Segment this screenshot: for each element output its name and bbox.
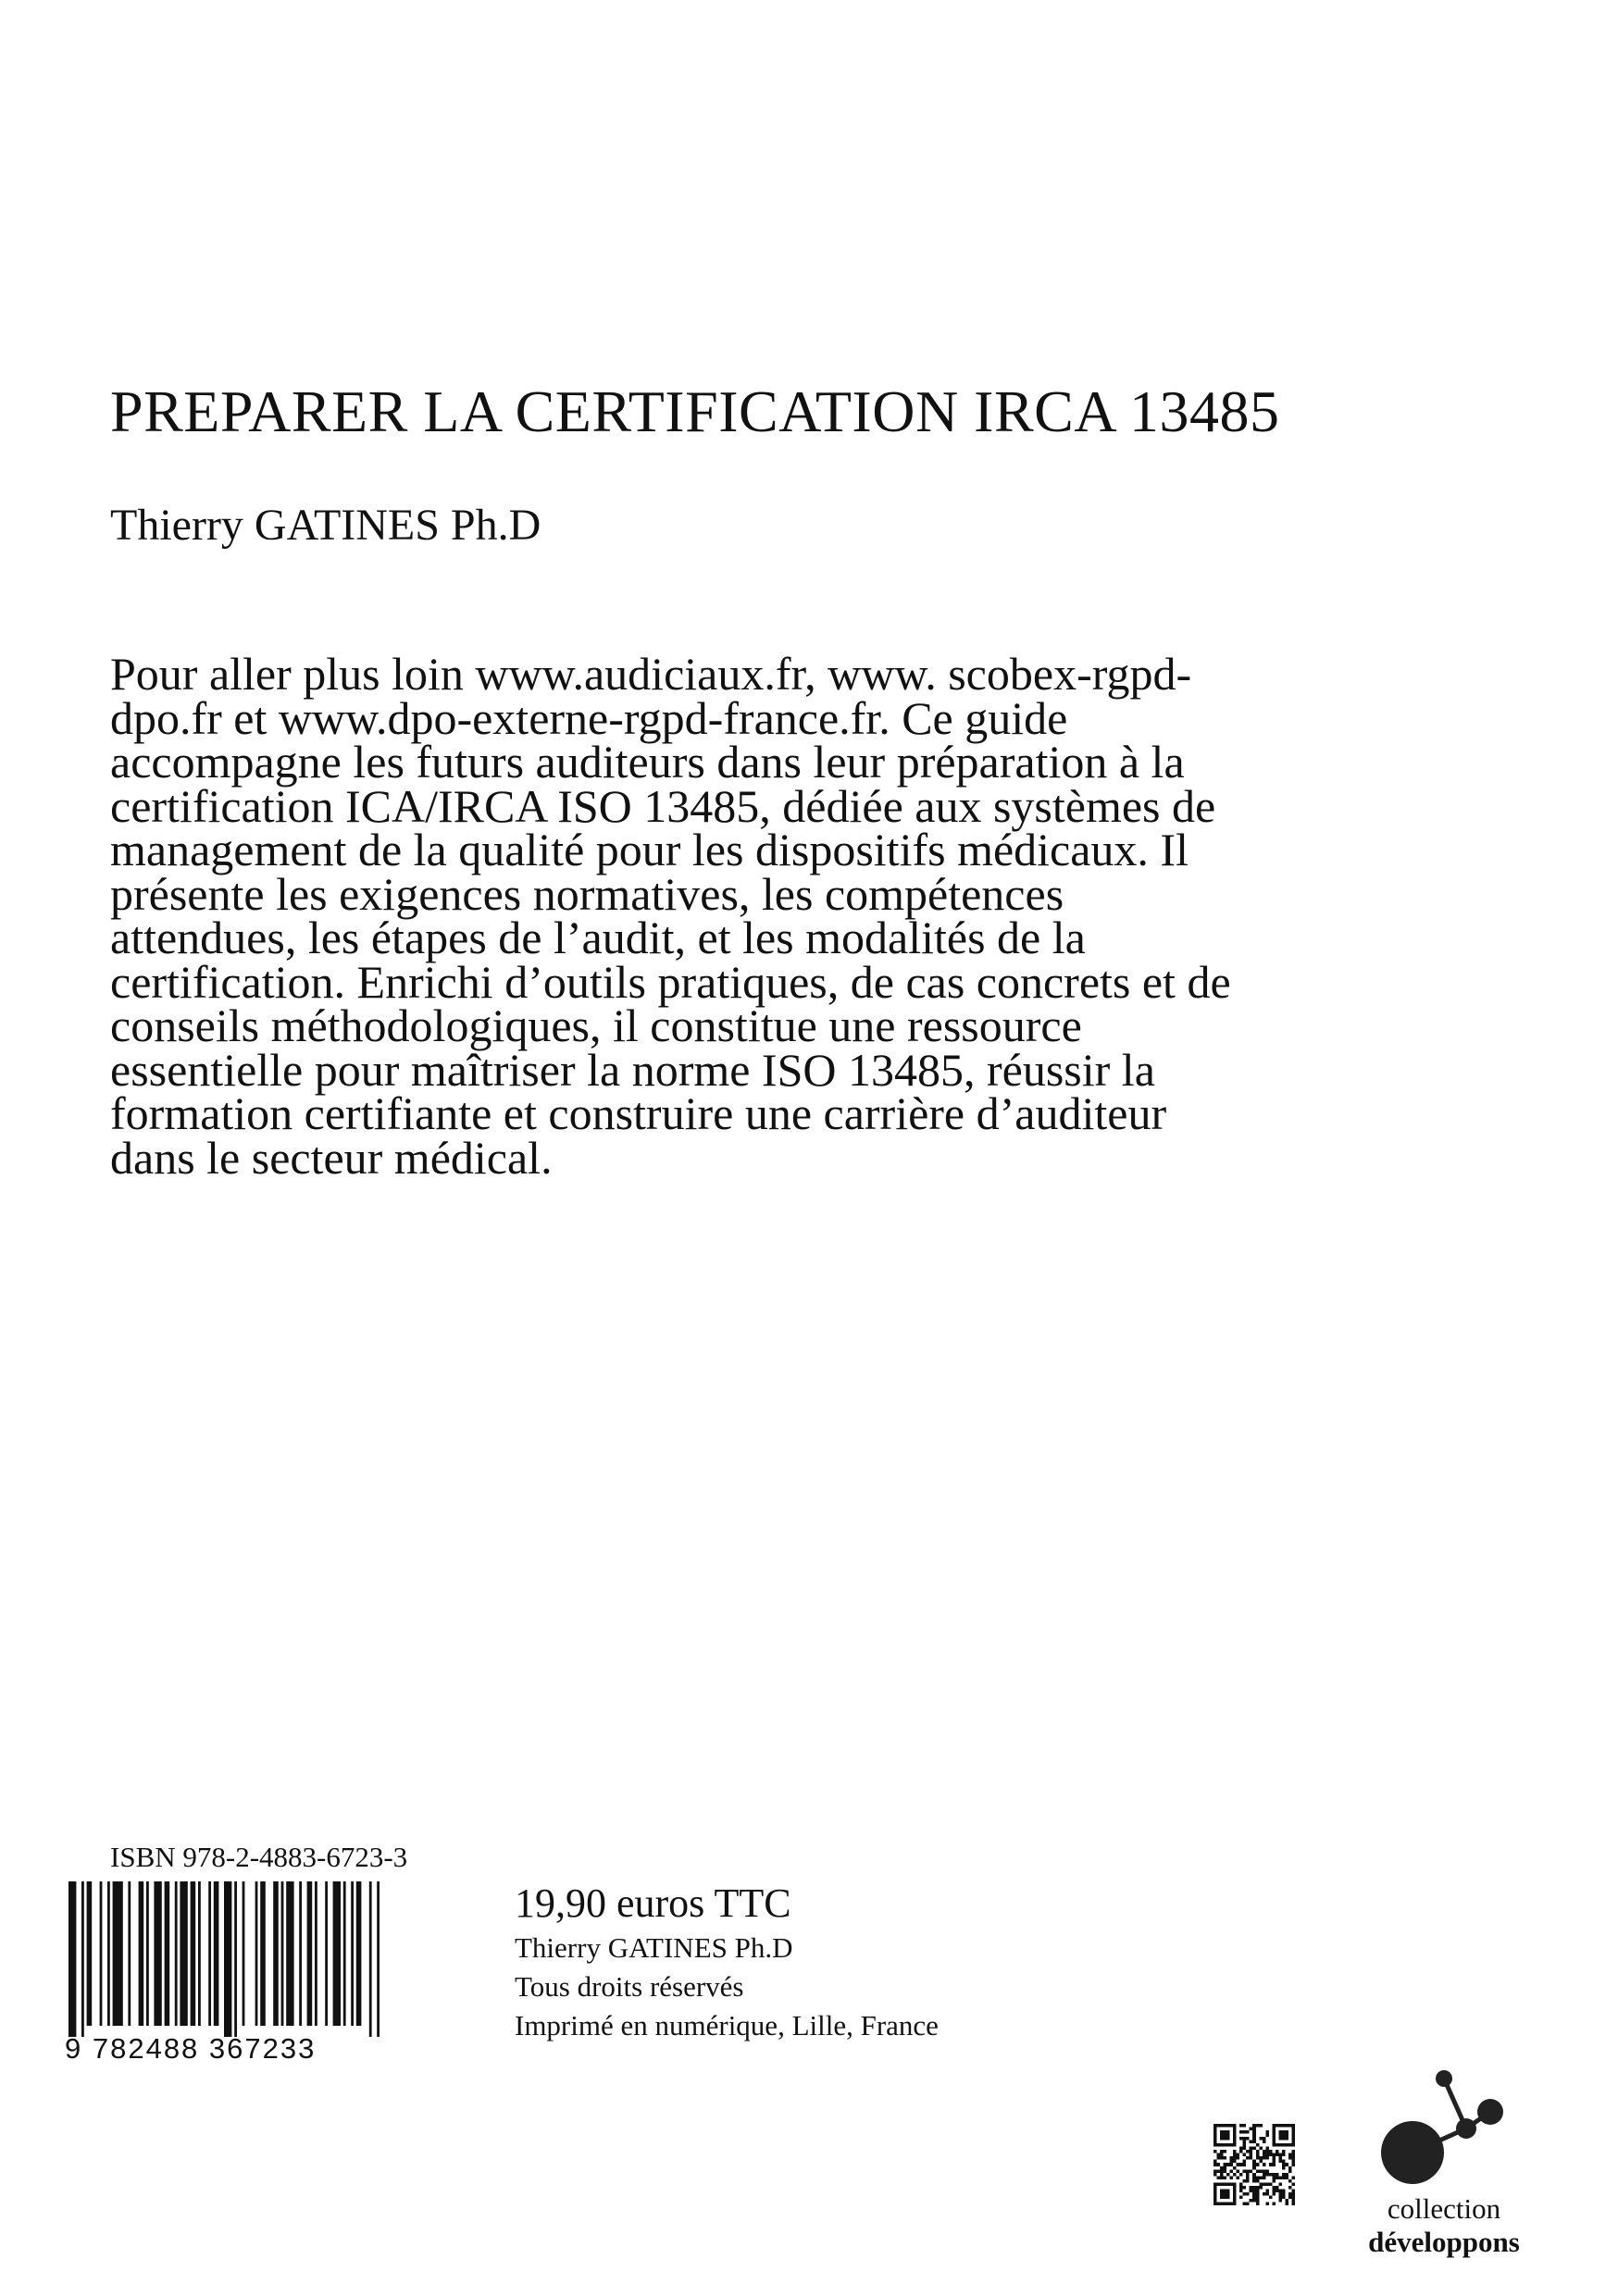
collection-label: collection — [1387, 2192, 1501, 2225]
imprint-author: Thierry GATINES Ph.D — [515, 1931, 793, 1964]
rights-notice: Tous droits réservés — [515, 1970, 744, 2003]
isbn-label: ISBN 978-2-4883-6723-3 — [110, 1841, 408, 1873]
qr-code-icon — [1214, 2124, 1295, 2205]
book-author: Thierry GATINES Ph.D — [110, 501, 541, 550]
book-blurb: Pour aller plus loin www.audiciaux.fr, www. scobex-rgpd-dpo.fr et www.dpo-externe-rgpd-france.fr. Ce guide accompagne les futurs auditeurs dans leur préparation à la certification ICA/IRCA ISO 13485, dédiée aux systèmes de management de la qualité pour les dispositifs médicaux. Il présente les exigences normatives, les compétences attendues, les étapes de l’audit, et les modalités de la certification. Enrichi d’outils pratiques, de cas concrets et de conseils méthodologiques, il constitue une ressource essentielle pour maîtriser la norme ISO 13485, réussir la formation certifiante et construire une carrière d’auditeur dans le secteur médical. — [110, 648, 1231, 1184]
barcode-digits: 9 782488 367233 — [65, 2032, 317, 2065]
imprint-block — [515, 1879, 939, 2045]
book-title: PREPARER LA CERTIFICATION IRCA 13485 — [110, 379, 1280, 444]
collection-name: développons — [1368, 2226, 1520, 2258]
molecule-logo-icon — [1357, 2066, 1514, 2186]
barcode-icon — [65, 1881, 457, 2037]
print-location: Imprimé en numérique, Lille, France — [515, 2009, 939, 2042]
price: 19,90 euros TTC — [515, 1880, 791, 1926]
